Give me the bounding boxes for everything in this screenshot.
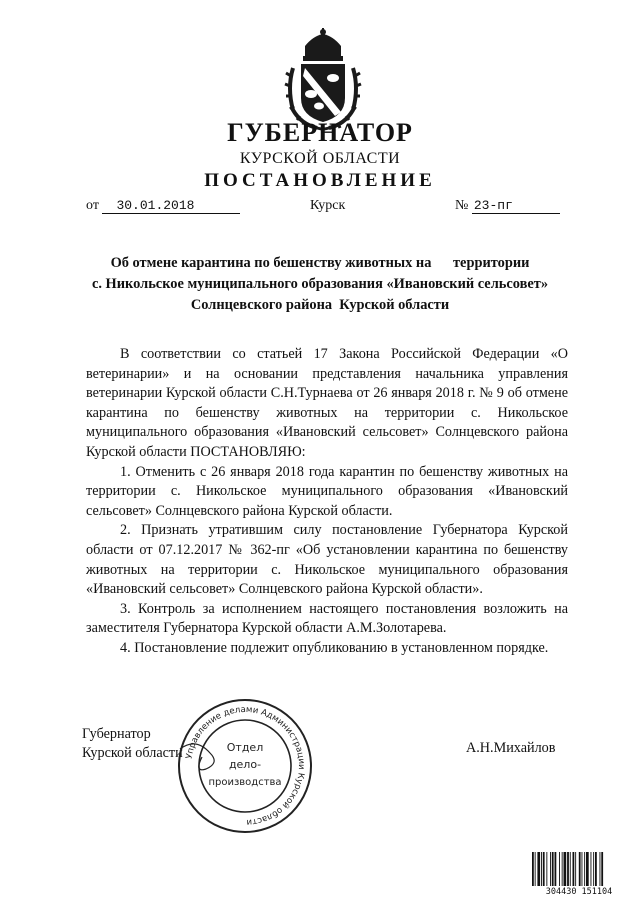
barcode-bar	[552, 852, 554, 886]
document-body	[86, 345, 568, 659]
date-block	[86, 198, 240, 214]
subject-line-1: Об отмене карантина по бешенству животных на территории	[110, 255, 530, 271]
official-stamp	[176, 697, 314, 835]
subject-line-3: Солнцевского района Курской области	[190, 297, 450, 313]
barcode-bar	[543, 852, 545, 886]
document-city: Курск	[310, 198, 346, 213]
coat-of-arms-icon	[283, 28, 363, 132]
barcode-bar	[573, 852, 575, 886]
subject-line-2: с. Никольское муниципального образования «Ивановский сельсовет»	[91, 276, 549, 292]
barcode-bar	[541, 852, 542, 886]
barcode-bar	[584, 852, 585, 886]
barcode-bar	[575, 852, 576, 886]
document-subject	[70, 253, 570, 316]
barcode-bar	[595, 852, 597, 886]
barcode-bar	[579, 852, 581, 886]
barcode-bar	[600, 852, 601, 886]
body-item-2: 2. Признать утратившим силу постановление Губернатора Курской области от 07.12.2017 № 362-пг «Об установлении карантина по бешенству животных на территории с. Никольское муниципального образования «Ивановский сельсовет» Солнцевского района Курской области».	[86, 522, 568, 598]
barcode-bar	[570, 852, 571, 886]
body-item-1: 1. Отменить с 26 января 2018 года карантин по бешенству животных на территории с. Никольское муниципального образования «Ивановский сельсовет» Солнцевского района Курской области.	[86, 463, 568, 519]
body-item-3: 3. Контроль за исполнением настоящего постановления возложить на заместителя Губернатора Курской области А.М.Золотарева.	[86, 600, 568, 637]
barcode-bar	[535, 852, 536, 886]
barcode-bar	[567, 852, 569, 886]
number-block	[455, 198, 560, 214]
barcode-bar	[559, 852, 560, 886]
signatory-name: А.Н.Михайлов	[466, 740, 556, 756]
barcode-bar	[591, 852, 592, 886]
body-intro: В соответствии со статьей 17 Закона Российской Федерации «О ветеринарии» и на основании представления начальника управления ветеринарии Курской области С.Н.Турнаева от 26 января 2018 г. № 9 об отмене карантина по бешенству животных на территории с. Никольское муниципального образования «Ивановский сельсовет» Солнцевского района Курской области ПОСТАНОВЛЯЮ:	[86, 346, 568, 460]
barcode-bar	[550, 852, 551, 886]
document-type: ПОСТАНОВЛЕНИЕ	[204, 170, 436, 191]
body-item-4: 4. Постановление подлежит опубликованию в установленном порядке.	[120, 639, 549, 656]
document-number: 23-пг	[472, 198, 560, 214]
barcode-bar	[601, 852, 603, 886]
stamp-ring-text: Управление делами Администрации Курской области	[184, 704, 307, 828]
barcode-bar	[582, 852, 583, 886]
barcode-bar	[564, 852, 567, 886]
barcode-bar	[555, 852, 557, 886]
barcode-bar	[532, 852, 534, 886]
stamp-center-line-3: производства	[208, 777, 282, 788]
date-prefix: от	[86, 198, 99, 213]
barcode-bar	[586, 852, 589, 886]
signatory-position-line-1: Губернатор	[82, 726, 151, 742]
barcode-bar	[593, 852, 594, 886]
barcode-bar	[562, 852, 563, 886]
signatory-position-line-2: Курской области	[82, 745, 183, 761]
barcode-bar	[546, 852, 547, 886]
barcode	[530, 852, 628, 896]
header-region: КУРСКОЙ ОБЛАСТИ	[239, 150, 401, 167]
stamp-center-line-2: дело-	[228, 758, 262, 771]
stamp-center-line-1: Отдел	[226, 741, 264, 754]
header-title: ГУБЕРНАТОР	[227, 118, 413, 147]
barcode-digits: 304430 151104	[545, 887, 613, 896]
barcode-bar	[537, 852, 540, 886]
signatory-position	[82, 725, 183, 763]
document-date: 30.01.2018	[102, 198, 240, 214]
number-prefix: №	[455, 198, 469, 213]
